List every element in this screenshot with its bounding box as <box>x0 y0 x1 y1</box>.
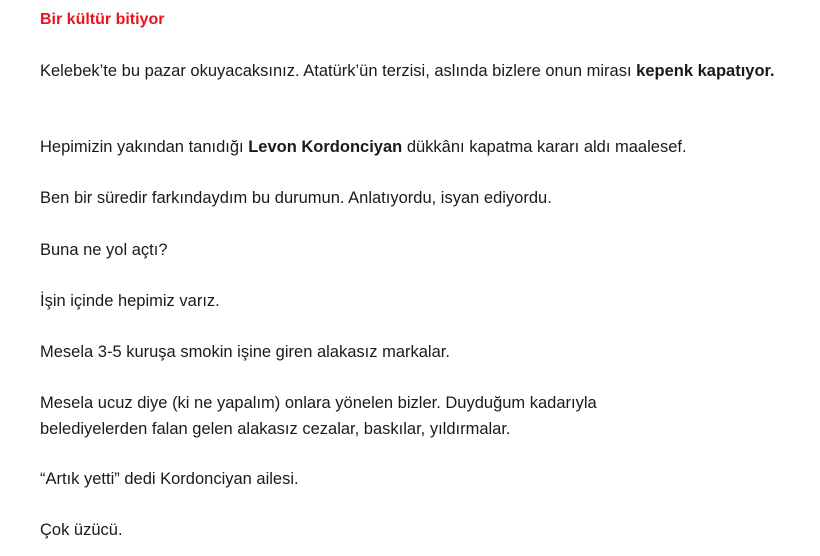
paragraph-all-involved: İşin içinde hepimiz varız. <box>40 292 220 310</box>
paragraph-levon-name: Levon Kordonciyan <box>248 138 403 156</box>
paragraph-cheap <box>40 390 780 442</box>
article-headline: Bir kültür bitiyor <box>40 11 165 28</box>
paragraph-closing: Çok üzücü. <box>40 521 123 539</box>
paragraph-cheap-line-1: Mesela ucuz diye (ki ne yapalım) onlara yönelen bizler. Duyduğum kadarıyla <box>40 394 597 412</box>
paragraph-intro-text: Kelebek’te bu pazar okuyacaksınız. Atatürk’ün terzisi, aslında bizlere onun mirası <box>40 62 637 80</box>
paragraph-intro <box>40 58 780 84</box>
paragraph-question: Buna ne yol açtı? <box>40 241 168 259</box>
paragraph-family-quote: “Artık yetti” dedi Kordonciyan ailesi. <box>40 470 299 488</box>
paragraph-cheap-line-2: belediyelerden falan gelen alakasız cezalar, baskılar, yıldırmalar. <box>40 420 511 438</box>
paragraph-awareness: Ben bir süredir farkındaydım bu durumun. Anlatıyordu, isyan ediyordu. <box>40 189 552 207</box>
paragraph-levon-text-after: dükkânı kapatma kararı aldı maalesef. <box>402 138 687 156</box>
paragraph-intro-bold: kepenk kapatıyor. <box>636 62 775 80</box>
paragraph-levon-text-before: Hepimizin yakından tanıdığı <box>40 138 249 156</box>
paragraph-brands: Mesela 3-5 kuruşa smokin işine giren alakasız markalar. <box>40 343 450 361</box>
paragraph-levon <box>40 134 780 160</box>
